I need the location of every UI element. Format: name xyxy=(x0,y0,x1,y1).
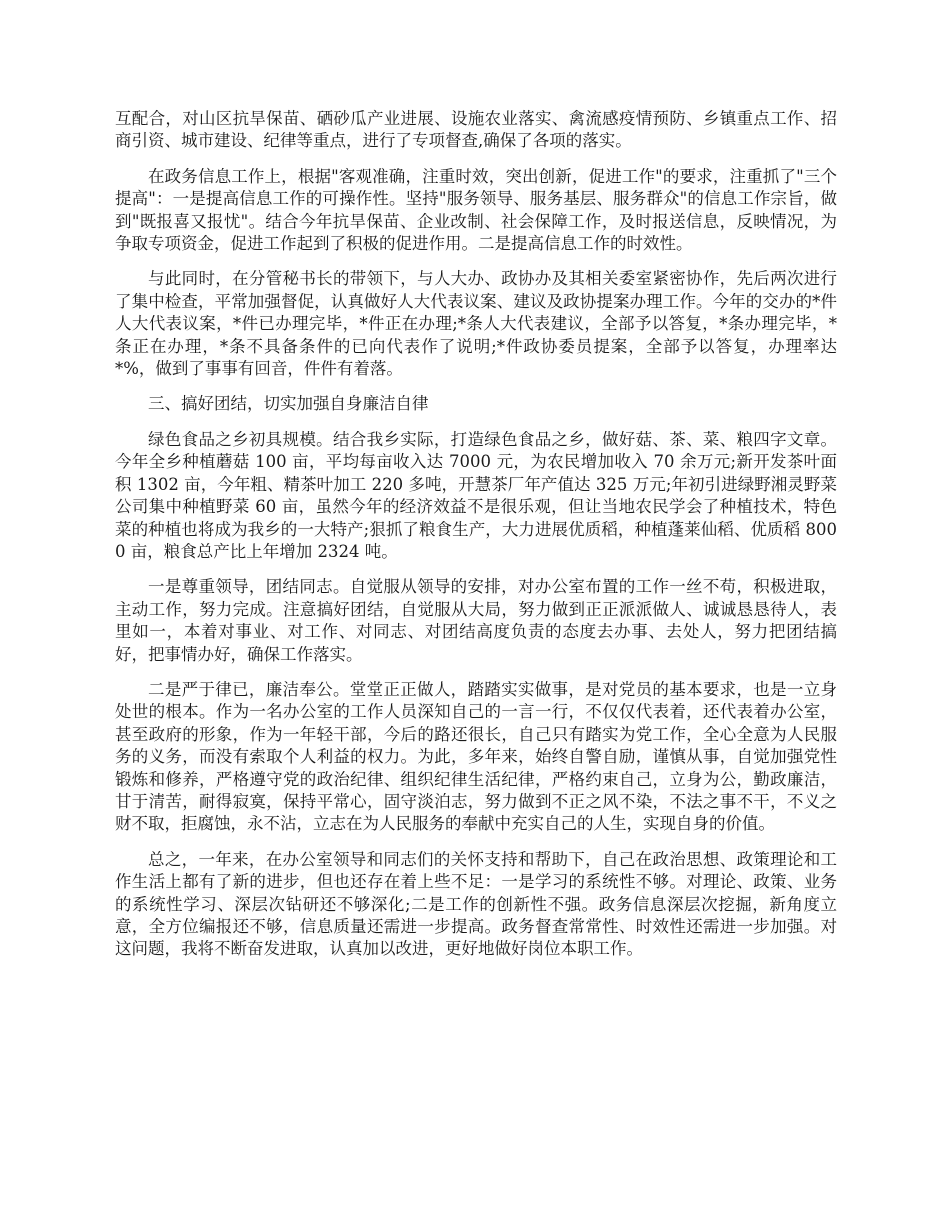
paragraph-proposals: 与此同时，在分管秘书长的带领下，与人大办、政协办及其相关委室紧密协作，先后两次进行了集中检查，平常加强督促，认真做好人大代表议案、建议及政协提案办理工作。今年的交办的*件人大代表议案，*件已办理完毕，*件正在办理;*条人大代表建议，全部予以答复，*条办理完毕，*条正在办理，*条不具备条件的已向代表作了说明;*件政协委员提案，全部予以答复，办理率达*%，做到了事事有回音，件件有着落。 xyxy=(115,269,837,379)
paragraph-information-work: 在政务信息工作上，根据"客观准确，注重时效，突出创新，促进工作"的要求，注重抓了"三个提高"：一是提高信息工作的可操作性。坚持"服务领导、服务基层、服务群众"的信息工作宗旨，做到"既报喜又报忧"。结合今年抗旱保苗、企业改制、社会保障工作，及时报送信息，反映情况，为争取专项资金，促进工作起到了积极的促进作用。二是提高信息工作的时效性。 xyxy=(115,166,837,254)
paragraph-respect-leaders: 一是尊重领导，团结同志。自觉服从领导的安排，对办公室布置的工作一丝不苟，积极进取，主动工作，努力完成。注意搞好团结，自觉服从大局，努力做到正正派派做人、诚诚恳恳待人，表里如一，本着对事业、对工作、对同志、对团结高度负责的态度去办事、去处人，努力把团结搞好，把事情办好，确保工作落实。 xyxy=(115,577,837,664)
paragraph-continuation: 互配合，对山区抗旱保苗、硒砂瓜产业进展、设施农业落实、禽流感疫情预防、乡镇重点工作、招商引资、城市建设、纪律等重点，进行了专项督查,确保了各项的落实。 xyxy=(115,109,837,151)
document-body xyxy=(115,108,837,974)
paragraph-summary: 总之，一年来，在办公室领导和同志们的关怀支持和帮助下，自己在政治思想、政策理论和工作生活上都有了新的进步，但也还存在着上些不足：一是学习的系统性不够。对理论、政策、业务的系统性学习、深层次钻研还不够深化;二是工作的创新性不强。政务信息深层次挖掘，新角度立意，全方位编报还不够，信息质量还需进一步提高。政务督查常常性、时效性还需进一步加强。对这问题，我将不断奋发进取，认真加以改进，更好地做好岗位本职工作。 xyxy=(115,849,837,959)
section-heading: 三、搞好团结，切实加强自身廉洁自律 xyxy=(148,394,429,414)
paragraph-self-discipline: 二是严于律已，廉洁奉公。堂堂正正做人，踏踏实实做事，是对党员的基本要求，也是一立身处世的根本。作为一名办公室的工作人员深知自己的一言一行，不仅仅代表着，还代表着办公室，甚至政府的形象，作为一年轻干部，今后的路还很长，自己只有踏实为党工作，全心全意为人民服务的义务，而没有索取个人利益的权力。为此，多年来，始终自警自励，谨慎从事，自觉加强党性锻炼和修养，严格遵守党的政治纪律、组织纪律生活纪律，严格约束自己，立身为公，勤政廉洁，甘于清苦，耐得寂寞，保持平常心，固守淡泊志，努力做到不正之风不染，不法之事不干，不义之财不取，拒腐蚀，永不沾，立志在为人民服务的奉献中充实自己的人生，实现自身的价值。 xyxy=(115,679,837,834)
paragraph-green-food: 绿色食品之乡初具规模。结合我乡实际，打造绿色食品之乡，做好菇、茶、菜、粮四字文章。今年全乡种植蘑菇 100 亩，平均每亩收入达 7000 元，为农民增加收入 70 余万元;新开发茶叶面积 1302 亩，今年粗、精茶叶加工 220 多吨，开慧茶厂年产值达 325 万元;年初引进绿野湘灵野菜公司集中种植野菜 60 亩，虽然今年的经济效益不是很乐观，但让当地农民学会了种植技术，特色菜的种植也将成为我乡的一大特产;狠抓了粮食生产，大力进展优质稻，种植蓬莱仙稻、优质稻 8000 亩，粮食总产比上年增加 2324 吨。 xyxy=(115,429,837,561)
